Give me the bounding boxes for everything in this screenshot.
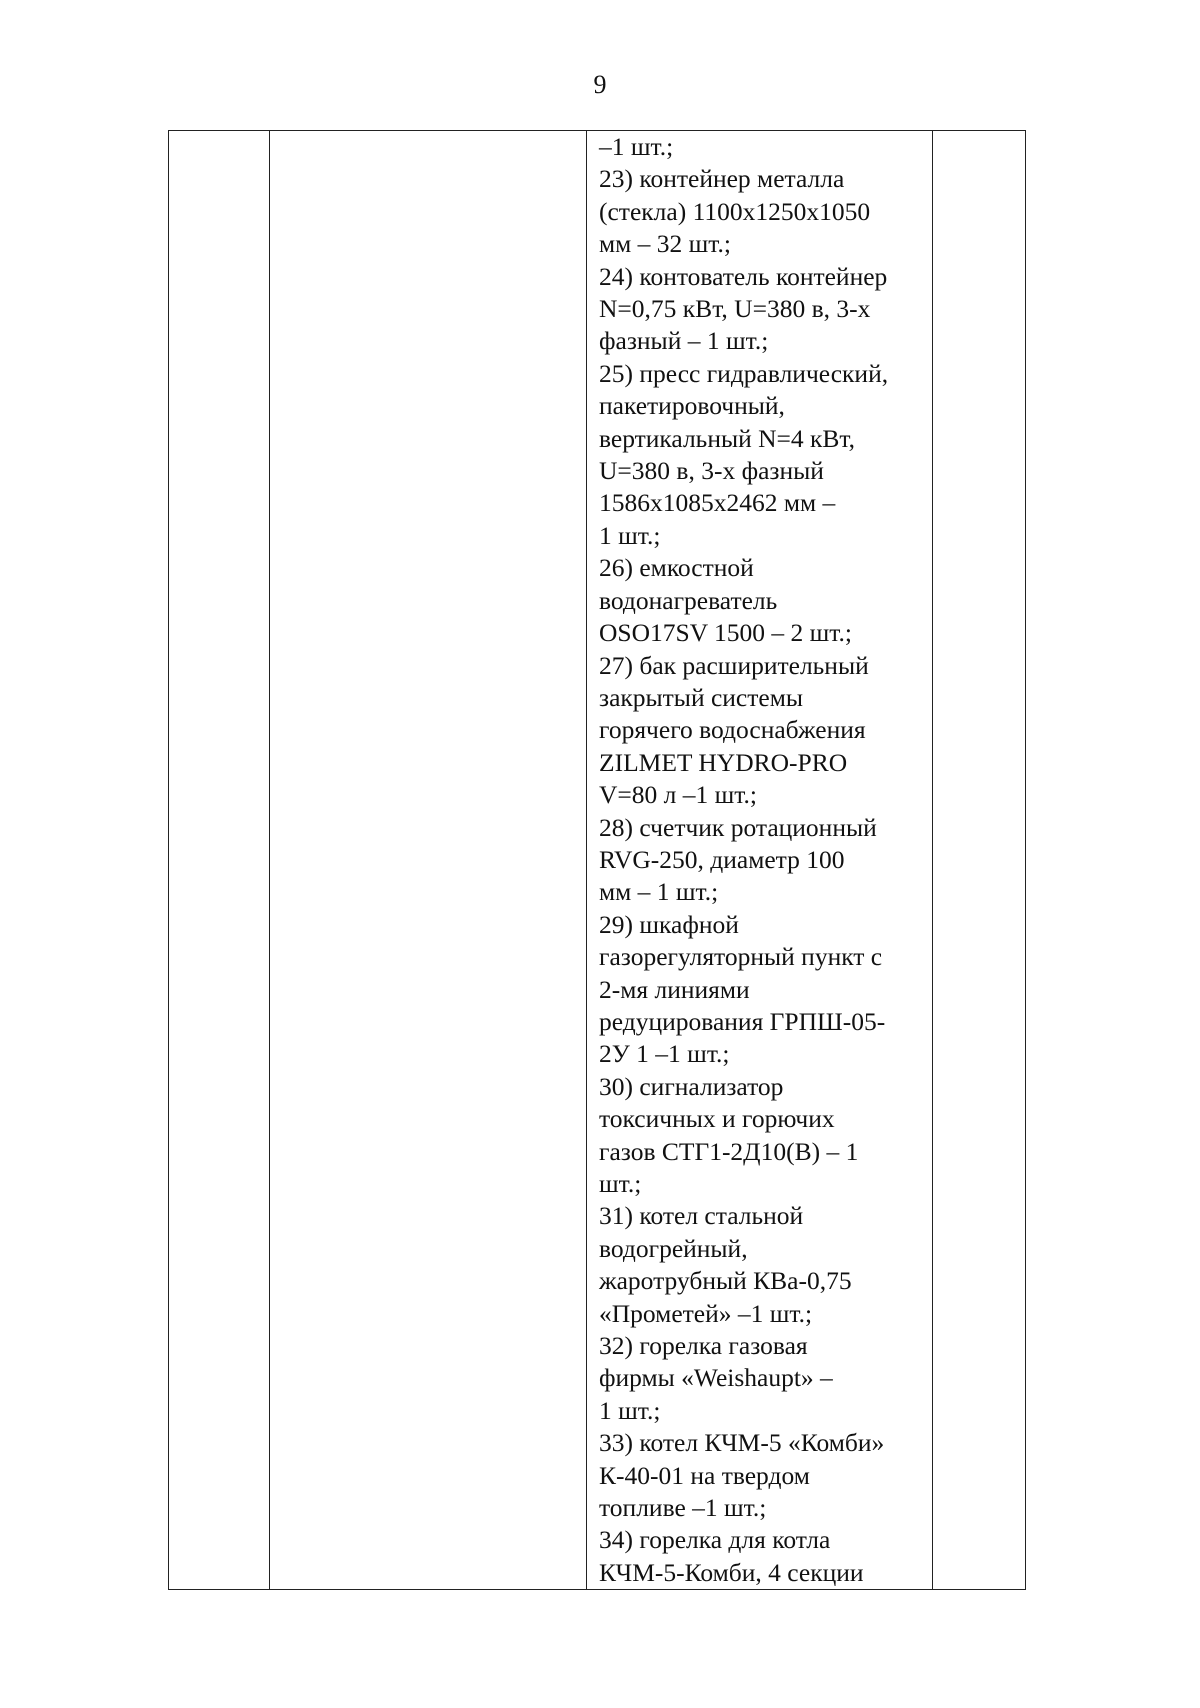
list-item: RVG-250, диаметр 100 (599, 844, 845, 874)
list-item: фирмы «Weishaupt» – (599, 1363, 833, 1393)
list-item: N=0,75 кВт, U=380 в, 3-х (599, 294, 871, 324)
list-item: пакетировочный, (599, 391, 785, 421)
list-item: газорегуляторный пункт с (599, 942, 883, 972)
list-item: вертикальный N=4 кВт, (599, 423, 856, 453)
list-item: топливе –1 шт.; (599, 1493, 767, 1523)
list-item: U=380 в, 3-х фазный (599, 456, 824, 486)
list-item: 1 шт.; (599, 520, 661, 550)
table-row (169, 131, 1026, 1590)
list-item: (стекла) 1100х1250х1050 (599, 196, 871, 226)
list-item: фазный – 1 шт.; (599, 326, 769, 356)
list-item: 32) горелка газовая (599, 1331, 808, 1361)
list-item: водогрейный, (599, 1233, 748, 1263)
list-item: К-40-01 на твердом (599, 1460, 810, 1490)
list-item: 25) пресс гидравлический, (599, 358, 889, 388)
list-item: горячего водоснабжения (599, 715, 866, 745)
list-item: 27) бак расширительный (599, 650, 869, 680)
list-item: 30) сигнализатор (599, 1071, 784, 1101)
list-item: 2У 1 –1 шт.; (599, 1039, 730, 1069)
table-cell-notes (933, 131, 1026, 1590)
list-item: КЧМ-5-Комби, 4 секции (599, 1557, 864, 1587)
list-item: V=80 л –1 шт.; (599, 780, 757, 810)
list-item: 1 шт.; (599, 1395, 661, 1425)
list-item: 29) шкафной (599, 909, 739, 939)
list-item: жаротрубный КВа-0,75 (599, 1266, 852, 1296)
table-cell-name (270, 131, 587, 1590)
list-item: 28) счетчик ротационный (599, 812, 877, 842)
list-item: 1586х1085х2462 мм – (599, 488, 836, 518)
list-item: мм – 1 шт.; (599, 877, 719, 907)
equipment-list (587, 131, 932, 1589)
list-item: 31) котел стальной (599, 1201, 804, 1231)
list-item: ZILMET HYDRO-PRO (599, 747, 848, 777)
list-item: редуцирования ГРПШ-05- (599, 1006, 886, 1036)
list-item: газов СТГ1-2Д10(В) – 1 (599, 1136, 859, 1166)
list-item: шт.; (599, 1169, 642, 1198)
list-item: 26) емкостной (599, 553, 754, 583)
list-item: 33) котел КЧМ-5 «Комби» (599, 1428, 885, 1458)
equipment-table (168, 130, 1026, 1590)
page-number: 9 (593, 70, 607, 99)
list-item: водонагреватель (599, 585, 778, 615)
table-cell-equipment-list (587, 131, 933, 1590)
list-item: 34) горелка для котла (599, 1525, 831, 1555)
list-item: 2-мя линиями (599, 974, 750, 1004)
list-item: мм – 32 шт.; (599, 229, 731, 259)
list-item: «Прометей» –1 шт.; (599, 1298, 813, 1328)
list-item: 23) контейнер металла (599, 164, 845, 194)
list-item: –1 шт.; (599, 132, 674, 161)
list-item: токсичных и горючих (599, 1104, 835, 1134)
list-item: закрытый системы (599, 682, 803, 712)
list-item: 24) контователь контейнер (599, 261, 888, 291)
table-cell-number (169, 131, 270, 1590)
list-item: OSO17SV 1500 – 2 шт.; (599, 618, 852, 648)
